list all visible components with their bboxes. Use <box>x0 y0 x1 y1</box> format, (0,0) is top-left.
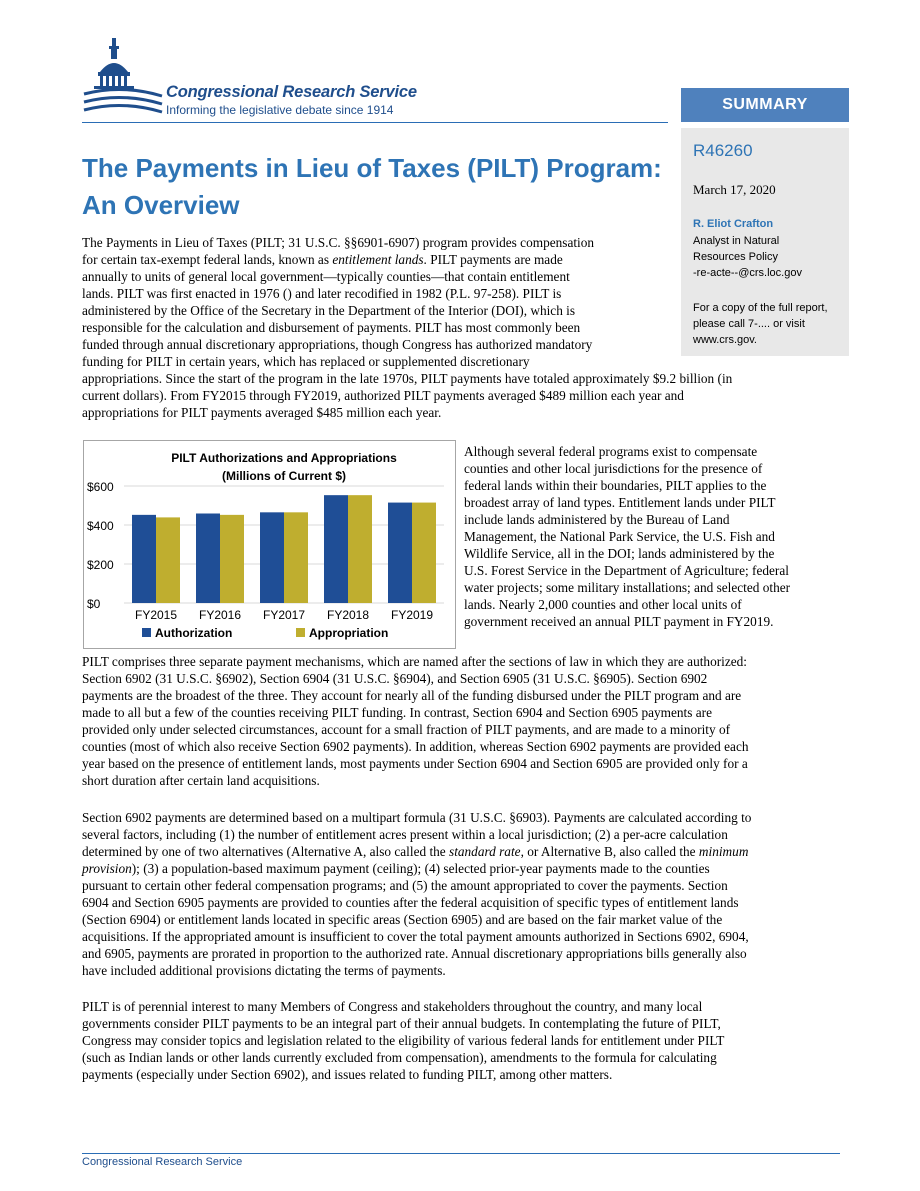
legend-label-appropriation: Appropriation <box>309 626 389 640</box>
emphasis: standard rate <box>449 844 521 859</box>
report-number: R46260 <box>693 141 753 160</box>
text-line: several factors, including (1) the number of entitlement acres present within a local jurisdiction; (2) a per-acre calculation <box>82 827 728 842</box>
crs-website-link[interactable]: www.crs.gov. <box>693 334 757 346</box>
bar-appropriation-fy2015 <box>156 517 180 603</box>
text-line: payments (especially under Section 6902), and issues related to funding PILT, among other matters. <box>82 1067 613 1082</box>
emphasis: entitlement lands <box>332 252 424 267</box>
text-line: The Payments in Lieu of Taxes (PILT; 31 U.S.C. §§6901-6907) program provides compensation <box>82 235 595 250</box>
text-line: pursuant to certain other federal compensation programs; and (5) the amount appropriated to cover the payments. Section <box>82 878 728 893</box>
text-line: acquisitions. If the appropriated amount is insufficient to cover the total payment amounts authorized in Sections 6902, 6904, <box>82 929 749 944</box>
bar-appropriation-fy2017 <box>284 512 308 603</box>
x-tick-label: FY2018 <box>326 608 370 622</box>
text-line: lands. Nearly 2,000 counties and other local units of <box>464 597 742 612</box>
text-line: counties (most of which also receive Section 6902 payments). In addition, whereas Section 6902 payments are provided each <box>82 739 749 754</box>
text-line: administered by the Office of the Secretary in the Department of the Interior (DOI), which is <box>82 303 576 318</box>
text-line: federal lands within their boundaries, PILT applies to the <box>464 478 767 493</box>
y-tick-label: $600 <box>87 480 114 494</box>
legend-swatch-appropriation <box>296 628 305 637</box>
text-line: appropriations for PILT payments averaged $485 million each year. <box>82 405 442 420</box>
text-line: Section 6902 payments are determined based on a multipart formula (31 U.S.C. §6903). Payments are calculated according to <box>82 810 752 825</box>
x-tick-label: FY2015 <box>134 608 178 622</box>
bar-appropriation-fy2018 <box>348 495 372 603</box>
footer-text: Congressional Research Service <box>82 1156 243 1168</box>
org-tagline: Informing the legislative debate since 1914 <box>166 103 394 117</box>
intro-paragraph <box>82 234 872 421</box>
text-line: have included additional provisions dictating the terms of payments. <box>82 963 446 978</box>
legend-label-authorization: Authorization <box>155 626 233 640</box>
side-paragraph <box>464 443 844 630</box>
emphasis: provision <box>82 861 132 876</box>
author-email[interactable]: -re-acte--@crs.loc.gov <box>693 267 802 279</box>
title-line: An Overview <box>82 190 240 220</box>
bar-appropriation-fy2019 <box>412 503 436 603</box>
text-line: current dollars). From FY2015 through FY2019, authorized PILT payments averaged $489 million each year and <box>82 388 684 403</box>
footer-rule <box>82 1153 840 1154</box>
text-line: lands. PILT was first enacted in 1976 () and later recodified in 1982 (P.L. 97-258). PILT is <box>82 286 562 301</box>
org-name: Congressional Research Service <box>166 83 417 101</box>
text-line: for certain tax-exempt federal lands, known as entitlement lands. PILT payments are made <box>82 252 563 267</box>
bar-authorization-fy2017 <box>260 512 284 603</box>
report-title <box>82 150 672 224</box>
text-line: Wildlife Service, all in the DOI; lands administered by the <box>464 546 775 561</box>
text-line: provided only under selected circumstances, account for a small fraction of PILT payments, and are made to a minority of <box>82 722 731 737</box>
text-line: PILT comprises three separate payment mechanisms, which are named after the sections of law in which they are authorized: <box>82 654 747 669</box>
report-date: March 17, 2020 <box>693 182 776 197</box>
text-line: government received an annual PILT payment in FY2019. <box>464 614 774 629</box>
text-line: Management, the National Park Service, the U.S. Fish and <box>464 529 775 544</box>
text-line: short duration after certain land acquisitions. <box>82 773 320 788</box>
copy-note-line: For a copy of the full report, <box>693 302 828 314</box>
summary-banner: SUMMARY <box>681 88 849 122</box>
title-line: The Payments in Lieu of Taxes (PILT) Program: <box>82 153 662 183</box>
text-line: broadest array of land types. Entitlement lands under PILT <box>464 495 776 510</box>
text-line: funded through annual discretionary appropriations, though Congress has authorized mandatory <box>82 337 593 352</box>
text-line: 6904 and Section 6905 payments are provided to counties after the federal acquisition of specific types of entitlement lands <box>82 895 739 910</box>
text-line: include lands administered by the Bureau of Land <box>464 512 730 527</box>
pilt-bar-chart <box>84 441 455 648</box>
text-line: funding for PILT in certain years, which has replaced or supplemented discretionary <box>82 354 530 369</box>
emphasis: minimum <box>698 844 749 859</box>
text-line: made to all but a few of the counties receiving PILT funding. In contrast, Section 6904 and Section 6905 payments are <box>82 705 712 720</box>
y-tick-label: $0 <box>87 597 101 611</box>
bar-appropriation-fy2016 <box>220 515 244 603</box>
text-line: and 6905, payments are prorated in proportion to the authorized rate. Annual discretionary appropriations bills generally also <box>82 946 747 961</box>
bar-authorization-fy2016 <box>196 513 220 603</box>
copy-note-line: please call 7-.... or visit <box>693 318 805 330</box>
text-line: determined by one of two alternatives (Alternative A, also called the standard rate, or Alternative B, also called the minimum <box>82 844 749 859</box>
text-line: counties and other local jurisdictions for the presence of <box>464 461 763 476</box>
text-line: Section 6902 (31 U.S.C. §6902), Section 6904 (31 U.S.C. §6904), and Section 6905 (31 U.S.C. §6905). Section 6902 <box>82 671 708 686</box>
text-line: year based on the presence of entitlement lands, most payments under Section 6904 and Section 6905 are provided only for a <box>82 756 748 771</box>
text-line: U.S. Forest Service in the Department of Agriculture; federal <box>464 563 789 578</box>
header-rule <box>82 122 668 123</box>
crs-capitol-logo <box>82 36 166 122</box>
legend-swatch-authorization <box>142 628 151 637</box>
formula-paragraph <box>82 809 872 979</box>
bar-authorization-fy2018 <box>324 495 348 603</box>
chart-frame <box>83 440 456 649</box>
x-tick-label: FY2017 <box>262 608 306 622</box>
y-tick-label: $400 <box>87 519 114 533</box>
author-name: R. Eliot Crafton <box>693 218 774 230</box>
text-line: annually to units of general local government—typically counties—that contain entitlement <box>82 269 570 284</box>
chart-title-line2: (Millions of Current $) <box>222 469 346 483</box>
y-tick-label: $200 <box>87 558 114 572</box>
author-title-line: Resources Policy <box>693 251 778 263</box>
text-line: water projects; some military installations; and selected other <box>464 580 791 595</box>
text-line: provision); (3) a population-based maximum payment (ceiling); (4) selected prior-year payments made to the counties <box>82 861 710 876</box>
interest-paragraph <box>82 998 872 1083</box>
text-line: payments are the broadest of the three. They account for nearly all of the funding disbursed under the PILT program and are <box>82 688 742 703</box>
bar-authorization-fy2015 <box>132 515 156 603</box>
text-line: appropriations. Since the start of the program in the late 1970s, PILT payments have totaled approximately $9.2 billion (in <box>82 371 733 386</box>
text-line: responsible for the calculation and disbursement of payments. PILT has most commonly been <box>82 320 581 335</box>
text-line: governments consider PILT payments to be an integral part of their annual budgets. In contemplating the future of PILT, <box>82 1016 721 1031</box>
text-line: (such as Indian lands or other lands currently excluded from compensation), amendments to the formula for calculating <box>82 1050 717 1065</box>
x-tick-label: FY2019 <box>390 608 434 622</box>
text-line: (Section 6904) or entitlement lands located in specific areas (Section 6905) and are based on the fair market value of the <box>82 912 723 927</box>
text-line: Congress may consider topics and legislation related to the eligibility of various federal lands for entitlement under PILT <box>82 1033 725 1048</box>
mechanisms-paragraph <box>82 653 872 789</box>
text-line: Although several federal programs exist to compensate <box>464 444 758 459</box>
text-line: PILT is of perennial interest to many Members of Congress and stakeholders throughout the country, and many local <box>82 999 703 1014</box>
x-tick-label: FY2016 <box>198 608 242 622</box>
chart-title-line1: PILT Authorizations and Appropriations <box>171 451 397 465</box>
author-title-line: Analyst in Natural <box>693 235 780 247</box>
bar-authorization-fy2019 <box>388 503 412 603</box>
